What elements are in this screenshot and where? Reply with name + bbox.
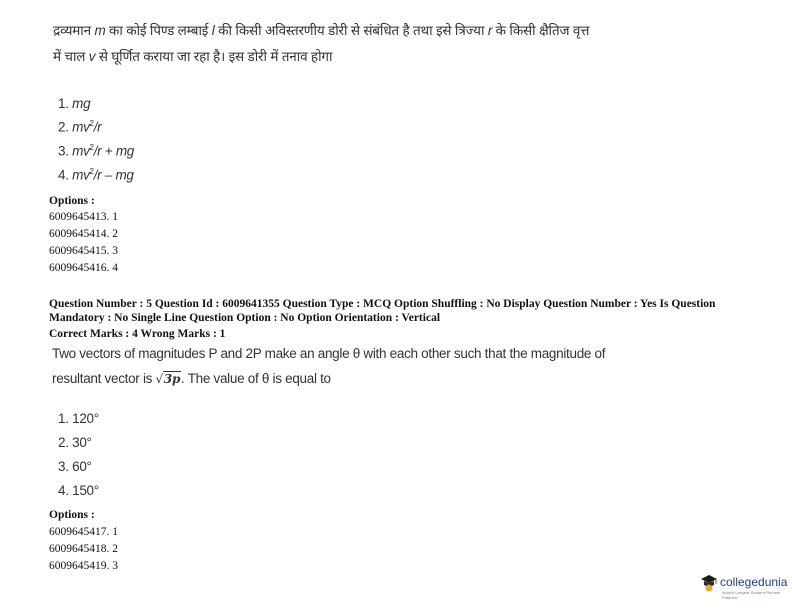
question-4-stem-line-1: द्रव्यमान m का कोई पिण्ड लम्बाई l की किसी अविस्तरणीय डोरी से संबंधित है तथा इसे त्रिज्या r के किसी क्षैतिज वृत्त	[53, 23, 590, 38]
q5-options-label: Options :	[49, 509, 95, 521]
graduation-cap-icon	[700, 573, 718, 593]
sqrt-expression: √3p	[155, 372, 181, 386]
brand-tagline: India's Largest Student Review Platform	[722, 590, 781, 600]
question-5-header: Question Number : 5 Question Id : 6009641355 Question Type : MCQ Option Shuffling : No Display Question Number : Yes Is Question Mandatory : No Single Line Question Option : No Option Orientation : Vertical	[49, 298, 716, 324]
q4-option-id-2: 6009645414. 2	[49, 228, 118, 240]
q5-option-id-2: 6009645418. 2	[49, 543, 118, 555]
q5-option-3: 3. 60°	[58, 459, 92, 474]
question-4-stem-line-2: में चाल v से घूर्णित कराया जा रहा है। इस डोरी में तनाव होगा	[53, 49, 333, 64]
q5-option-2: 2. 30°	[58, 435, 92, 450]
q4-option-3: 3. $mv^2/r$ + mg	[58, 143, 134, 159]
q4-option-4: 4. $mv^2/r$ – mg	[58, 167, 134, 183]
q5-option-4: 4. 150°	[58, 483, 99, 498]
question-5-stem-line-2: resultant vector is √3p. The value of θ is equal to	[52, 371, 331, 386]
q4-option-id-3: 6009645415. 3	[49, 245, 118, 257]
q5-option-1: 1. 120°	[58, 411, 99, 426]
question-5-marks: Correct Marks : 4 Wrong Marks : 1	[49, 328, 226, 340]
brand-logo-text: collegedunia	[720, 575, 788, 589]
q4-option-2: 2. $mv^2/r$	[58, 119, 102, 135]
question-4-stem	[53, 18, 613, 70]
question-5-stem-line-1: Two vectors of magnitudes P and 2P make an angle θ with each other such that the magnitude of	[52, 346, 606, 361]
q5-option-id-1: 6009645417. 1	[49, 526, 118, 538]
q4-options-label: Options :	[49, 195, 95, 207]
q4-option-id-1: 6009645413. 1	[49, 211, 118, 223]
q5-option-id-3: 6009645419. 3	[49, 560, 118, 572]
q4-option-1: 1. mg	[58, 96, 91, 111]
q4-option-id-4: 6009645416. 4	[49, 262, 118, 274]
